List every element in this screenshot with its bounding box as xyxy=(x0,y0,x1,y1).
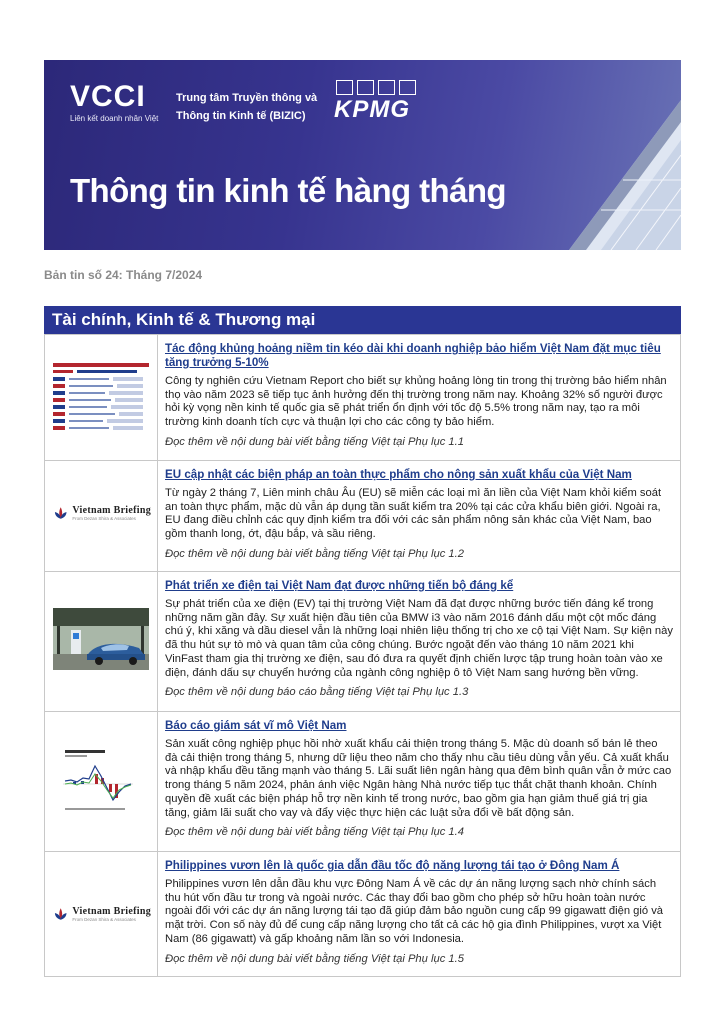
read-more-note: Đọc thêm về nội dung báo cáo bằng tiếng Việt tại Phụ lục 1.3 xyxy=(165,686,469,699)
article-thumbnail xyxy=(45,572,158,711)
read-more-note: Đọc thêm về nội dung bài viết bằng tiếng Việt tại Phụ lục 1.5 xyxy=(165,952,464,965)
kpmg-logo: KPMG xyxy=(334,96,410,123)
article-summary: Công ty nghiên cứu Vietnam Report cho biết sự khủng hoảng lòng tin trong thị trường bảo hiểm nhân thọ vào năm 2023 sẽ tiếp tục ảnh hưởng đến thị trường trong năm nay. Khoảng 32% số người được hỏi kỳ vọng nền kinh tế quốc gia sẽ phát triển ổn định với tốc độ 5.5% trong năm nay, tạo ra môi trường kinh doanh tích cực và thuận lợi cho các công ty bảo hiểm. xyxy=(165,375,667,429)
vietnam-briefing-name: Vietnam Briefing xyxy=(72,505,151,516)
bizic-line-1: Trung tâm Truyền thông và xyxy=(176,92,318,104)
article-row xyxy=(45,334,680,460)
article-thumbnail xyxy=(45,461,158,571)
article-title-link[interactable]: Báo cáo giám sát vĩ mô Việt Nam xyxy=(165,719,347,732)
article-row xyxy=(45,460,680,571)
article-title-link[interactable]: EU cập nhật các biện pháp an toàn thực phẩm cho nông sản xuất khẩu của Việt Nam xyxy=(165,468,632,481)
vietnam-briefing-logo xyxy=(53,906,151,922)
bizic-label xyxy=(176,89,326,125)
vcci-tagline: Liên kết doanh nhân Việt xyxy=(70,114,159,123)
article-content xyxy=(158,461,680,571)
vcci-wordmark: VCCI xyxy=(70,80,146,113)
lotus-icon xyxy=(53,906,68,922)
vietnam-briefing-name: Vietnam Briefing xyxy=(72,906,151,917)
article-title-link[interactable]: Philippines vươn lên là quốc gia dẫn đầu tốc độ năng lượng tái tạo ở Đông Nam Á xyxy=(165,859,620,872)
article-row xyxy=(45,711,680,851)
article-summary: Philippines vươn lên dẫn đầu khu vực Đông Nam Á về các dự án năng lượng sạch nhờ chính sách thu hút vốn đầu tư trong và ngoài nước. Các thay đổi bao gồm cho phép sở hữu hoàn toàn nước ngoài đối với các dự án năng lượng tái tạo đã giúp đảm bảo nguồn cung cấp 99 gigawatt điện gió và mặt trời. Con số này đủ để cung cấp năng lượng cho tất cả các hộ gia đình Philippines, vượt xa Việt Nam (86 gigawatt) và gấp khoảng năm lần so với Indonesia. xyxy=(165,878,664,945)
read-more-note: Đọc thêm về nội dung bài viết bằng tiếng Việt tại Phụ lục 1.1 xyxy=(165,435,464,448)
article-summary: Từ ngày 2 tháng 7, Liên minh châu Âu (EU) sẽ miễn các loại mì ăn liền của Việt Nam khỏi kiểm soát an toàn thực phẩm, mặc dù vẫn áp dụng tần suất kiểm tra 20% tại các cửa khẩu biên giới. Ngoài ra, EU đang điều chỉnh các quy định kiểm tra đối với các sản phẩm nông sản khác của Việt Nam, bao gồm thanh long, ớt, đậu bắp, và sầu riêng. xyxy=(165,487,662,541)
vietnam-briefing-tagline: From Dezan Shira & Associates xyxy=(72,516,136,521)
building-graphic xyxy=(451,60,681,250)
article-content xyxy=(158,572,680,711)
vietnam-briefing-tagline: From Dezan Shira & Associates xyxy=(72,917,136,922)
newsletter-title: Thông tin kinh tế hàng tháng xyxy=(70,172,506,209)
article-title-link[interactable]: Phát triển xe điện tại Việt Nam đạt được những tiến bộ đáng kể xyxy=(165,579,514,592)
read-more-note: Đọc thêm về nội dung bài viết bằng tiếng Việt tại Phụ lục 1.4 xyxy=(165,826,464,839)
article-summary: Sản xuất công nghiệp phục hồi nhờ xuất khẩu cải thiện trong tháng 5. Mặc dù doanh số bán lẻ theo đà cải thiện trong tháng 5, nhưng dữ liệu theo năm cho thấy nhu cầu tiêu dùng vẫn yếu. Cả xuất khẩu và nhập khẩu đều tăng mạnh vào tháng 5. Lãi suất liên ngân hàng qua đêm bình quân vẫn ở mức cao trong tháng 5 năm 2024, phản ánh việc Ngân hàng Nhà nước tiếp tục thắt chặt thanh khoản. Chính quyền đề xuất các biện pháp hỗ trợ nền kinh tế trong nước, bao gồm gia hạn giảm thuế giá trị gia tăng, giảm lãi suất cho vay và đẩy việc thực hiện các luật sửa đổi về bất động sản. xyxy=(165,738,672,819)
vietnam-briefing-logo xyxy=(53,505,151,521)
article-thumbnail xyxy=(45,335,158,460)
bizic-line-2: Thông tin Kinh tế (BIZIC) xyxy=(176,110,306,122)
vcci-logo xyxy=(70,80,159,123)
article-content xyxy=(158,852,680,976)
article-summary: Sự phát triển của xe điện (EV) tại thị trường Việt Nam đã đạt được những bước tiến đáng kể trong những năm gần đây. Sự xuất hiện đầu tiên của BMW i3 vào năm 2016 đánh dấu một cột mốc đáng chú ý, khi xăng và dầu diesel vẫn là những loại nhiên liệu thống trị cho xe cộ tại Việt Nam. Sự kiện này đã thu hút sự tò mò và quan tâm của công chúng. Bước ngoặt đến vào tháng 10 năm 2021 khi VinFast tham gia thị trường xe điện, sau đó đưa ra quyết định chiến lược tập trung hoàn toàn vào xe điện, đánh dấu sự chuyển hướng của ngành công nghiệp ô tô Việt Nam sang hướng bền vững. xyxy=(165,598,673,679)
article-title-link[interactable]: Tác động khủng hoảng niềm tin kéo dài khi doanh nghiệp bảo hiểm Việt Nam đặt mục tiêu tăng trưởng 5-10% xyxy=(165,342,661,369)
article-row xyxy=(45,851,680,976)
section-header: Tài chính, Kinh tế & Thương mại xyxy=(44,306,681,334)
read-more-note: Đọc thêm về nội dung bài viết bằng tiếng Việt tại Phụ lục 1.2 xyxy=(165,547,464,560)
article-content xyxy=(158,335,680,460)
article-thumbnail xyxy=(45,852,158,976)
chart-thumbnail-icon xyxy=(53,748,149,818)
issue-label: Bản tin số 24: Tháng 7/2024 xyxy=(44,268,203,282)
lotus-icon xyxy=(53,505,68,521)
infographic-thumbnail-icon xyxy=(53,363,149,433)
ev-charging-photo-icon xyxy=(53,608,149,670)
article-content xyxy=(158,712,680,851)
header-banner xyxy=(44,60,681,250)
article-thumbnail xyxy=(45,712,158,851)
article-table xyxy=(44,334,681,977)
article-row xyxy=(45,571,680,711)
